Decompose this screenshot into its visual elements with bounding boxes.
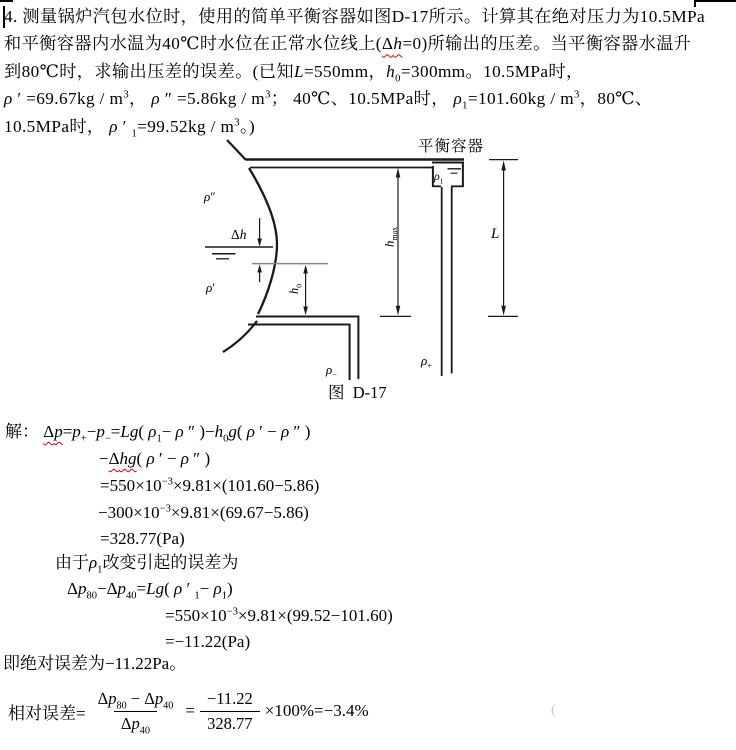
equals-sign: = [185, 701, 195, 720]
solution-line: $=550\times 10^{-3}\times 9.81\times(99.52-101.60)$ [165, 606, 393, 625]
solution-line: =−11.22(Pa) [165, 632, 251, 651]
fraction-numerator: −11.22 [206, 688, 253, 708]
hmax-label: $h_{max}$ [381, 226, 400, 248]
fraction-symbolic [91, 689, 181, 734]
relative-error-prefix: 相对误差= [8, 703, 86, 723]
solution-line: $=550\times 10^{-3}\times 9.81\times(101.60-5.86)$ [100, 476, 320, 495]
rho-double-prime-label: ρ″ [204, 189, 216, 204]
rho1-vessel-label: $\rho_1$ [434, 169, 444, 186]
problem-line: 4. 测量锅炉汽包水位时，使用的简单平衡容器如图D-17所示。计算其在绝对压力为10.5MPa [4, 7, 706, 26]
solution-line: 由于$\rho_1$改变引起的误差为 [55, 553, 239, 576]
solution-line: −Δhg( ρ ′ − ρ ″ ) [99, 449, 211, 468]
problem-line: 10.5MPa时， ρ ′ $_1=99.52kg / m^3$。) [4, 116, 256, 140]
solution-line: 解： $\Delta p=p_+-p_-=Lg$( $\rho_1- \rho$ ″ )$-h_0g$( ρ ′ − ρ ″ ) [5, 422, 311, 445]
solution-line: $\Delta p_{80}-\Delta p_{40}=Lg$( ρ ′ $_1- \rho_1$) [67, 579, 233, 602]
solution-line: $-300\times 10^{-3}\times 9.81\times(69.67-5.86)$ [98, 503, 309, 522]
scan-artifact: ( [551, 703, 556, 718]
delta-h-label: Δh [231, 227, 247, 242]
solution-line: =328.77(Pa) [100, 529, 185, 548]
drum-lower-arc [223, 321, 257, 352]
solution-line: 即绝对误差为−11.22Pa。 [3, 654, 187, 673]
rho-minus-label: $\rho_-$ [326, 362, 337, 380]
L-label: L [491, 226, 500, 242]
problem-line: ρ ′ $=69.67kg / m^3$， ρ ″ $=5.86kg / m^3$； 40℃、10.5MPa时， $\rho_1=101.60kg / m^3$，80℃、 [4, 89, 653, 112]
figure-caption: 图 D-17 [328, 383, 387, 402]
drum-wall-arc [249, 168, 277, 314]
fraction-denominator: 328.77 [200, 711, 259, 734]
fraction-denominator: $\Delta p_{40}$ [114, 711, 157, 734]
problem-line: 和平衡容器内水温为40℃时水位在正常水位线上(Δh=0)所输出的压差。当平衡容器水温升 [4, 34, 692, 54]
rho-prime-label: ρ′ [206, 280, 216, 295]
rho-plus-label: $\rho_+$ [421, 353, 432, 371]
vessel-label: 平衡容器 [418, 138, 485, 155]
relative-error-line [8, 684, 369, 738]
fraction-numeric [200, 689, 260, 734]
fraction-numerator: $\Delta p_{80} - \Delta p_{40}$ [97, 688, 174, 711]
diagram-lines [205, 140, 518, 380]
relative-error-result: ×100%=−3.4% [264, 701, 369, 720]
h0-label: $h_0$ [286, 283, 304, 295]
problem-line: 到80℃时，求输出压差的误差。(已知L=550mm，$h_0=300mm$。10.5MPa时， [4, 61, 584, 85]
